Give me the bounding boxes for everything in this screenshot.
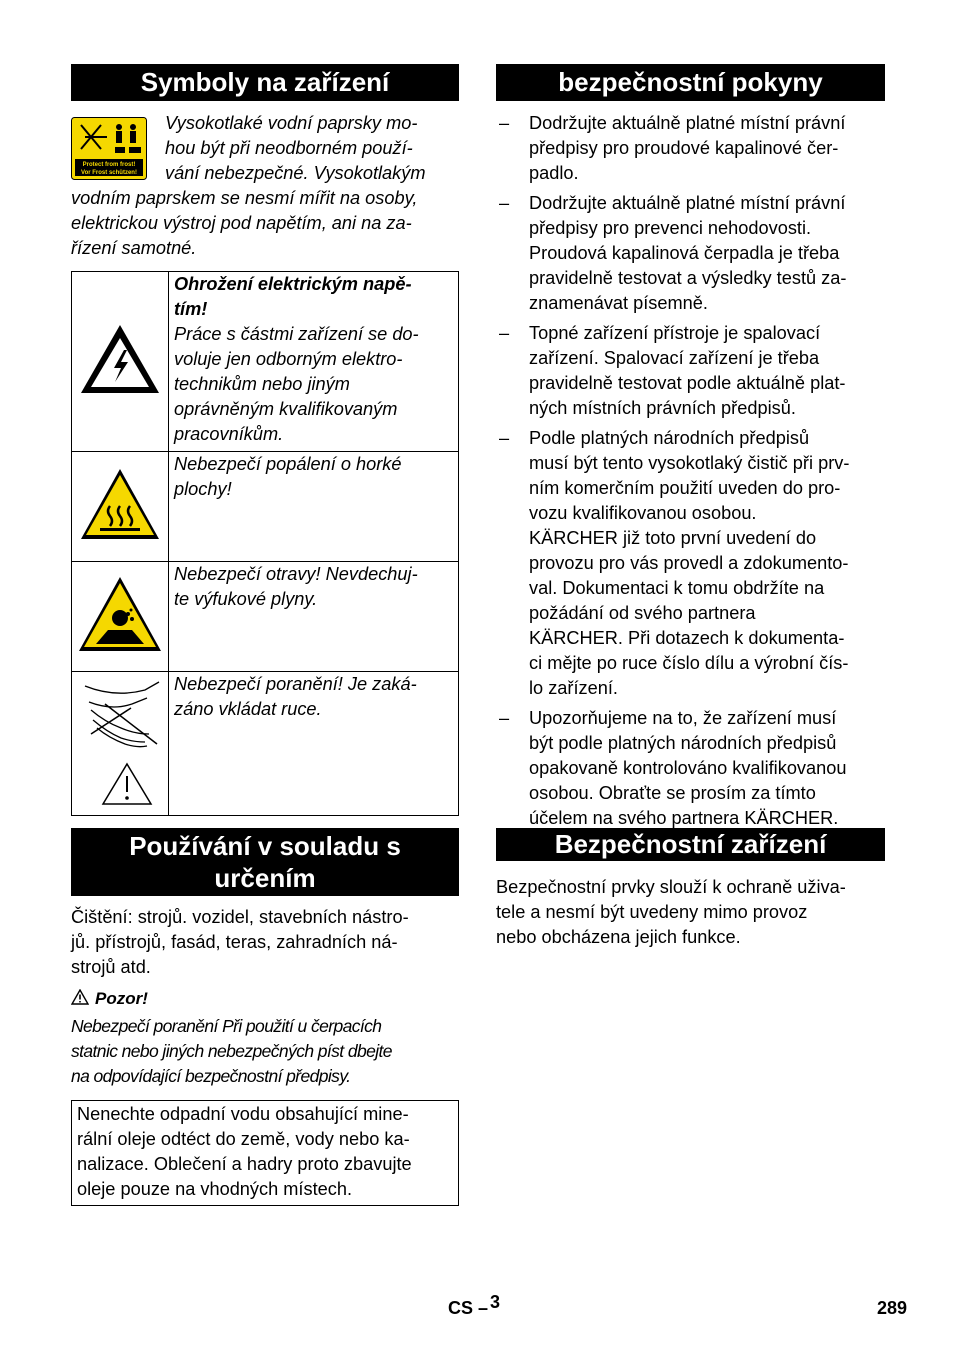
heading-safety-instructions: bezpečnostní pokyny <box>496 64 885 101</box>
warning-symbols-table <box>71 271 459 816</box>
list-item: – Dodržujte aktuálně platné místní právní předpisy pro prevenci nehodovosti. Proudová kapalinová čerpadla je třeba pravidelně testovat a výsledky testů za- znamenávat písemně. <box>499 193 847 313</box>
caution-text: Nebezpečí poranění Při použití u čerpacích statnic nebo jiných nebezpečných píst dbejte na odpovídající bezpečnostní předpisy. <box>71 1016 392 1086</box>
label-line-2: Vor Frost schützen! <box>81 170 137 176</box>
list-item: – Podle platných národních předpisů musí být tento vysokotlaký čistič při prv- ním komerčním použití uveden do pro- vozu kvalifikovanou osobou. KÄRCHER již toto první uvedení do provozu pro vás provedl a zdokumento- val. Dokumentaci k tomu obdržíte na požádání od svého partnera KÄRCHER. Při dotazech k dokumenta- ci mějte po ruce číslo dílu a výrobní čís- lo zařízení. <box>499 428 850 698</box>
caution-triangle-icon <box>71 989 89 1005</box>
no-hands-icon <box>75 672 165 810</box>
heading-symbols: Symboly na zařízení <box>71 64 459 101</box>
heading-intended-use: Používání v souladu s určením <box>71 828 459 896</box>
electric-hazard-icon <box>78 322 162 396</box>
warning-row-toxic: Nebezpečí otravy! Nevdechuj- te výfukové plyny. <box>72 562 459 672</box>
footer-language-page: CS – 3 <box>448 1292 501 1318</box>
list-item: – Topné zařízení přístroje je spalovací zařízení. Spalovací zařízení je třeba pravidelně testovat podle aktuálně plat- ných místních právních předpisů. <box>499 323 846 418</box>
caution-label: Pozor! <box>71 986 148 1011</box>
list-item: – Dodržujte aktuálně platné místní právní předpisy pro proudové kapalinové čer- padlo. <box>499 113 846 183</box>
footer-page-number: 289 <box>877 1298 908 1318</box>
environment-notice-box: Nenechte odpadní vodu obsahující mine- rální oleje odtéct do země, vody nebo ka- nalizace. Oblečení a hadry proto zbavujte oleje pouze na vhodných místech. <box>71 1100 459 1206</box>
symbols-intro: Vysokotlaké vodní paprsky mo- hou být při neodborném použí- vání nebezpečné. Vysokotlakým vodním paprskem se nesmí mířit na osoby, elektrickou výstroj pod napětím, ani na za- řízení samotné. <box>71 113 426 258</box>
warning-row-electric: Ohrožení elektrickým napě- tím! Práce s částmi zařízení se do- voluje jen odborným elektro- technikům nebo jiným oprávněným kvalifikovaným pracovníkům. <box>72 272 459 452</box>
label-line-1: Protect from frost! <box>82 162 136 168</box>
warning-row-no-hands: Nebezpečí poranění! Je zaká- záno vkládat ruce. <box>72 672 459 816</box>
safety-devices-text: Bezpečnostní prvky slouží k ochraně uživa- tele a nesmí být uvedeny mimo provoz nebo obcházena jejich funkce. <box>496 877 846 947</box>
safety-instructions-list <box>496 111 885 836</box>
intended-use-text: Čištění: strojů. vozidel, stavebních nástro- jů. přístrojů, fasád, teras, zahradních ná- strojů atd. <box>71 907 409 977</box>
list-item: – Upozorňujeme na to, že zařízení musí být podle platných národních předpisů opakovaně kontrolováno kvalifikovanou osobou. Obraťte se prosím za tímto účelem na svého partnera KÄRCHER. <box>499 708 847 828</box>
warning-row-hot-surface: Nebezpečí popálení o horké plochy! <box>72 452 459 562</box>
toxic-fumes-icon <box>76 574 164 654</box>
heading-safety-devices: Bezpečnostní zařízení <box>496 828 885 861</box>
hot-surface-icon <box>78 466 162 542</box>
